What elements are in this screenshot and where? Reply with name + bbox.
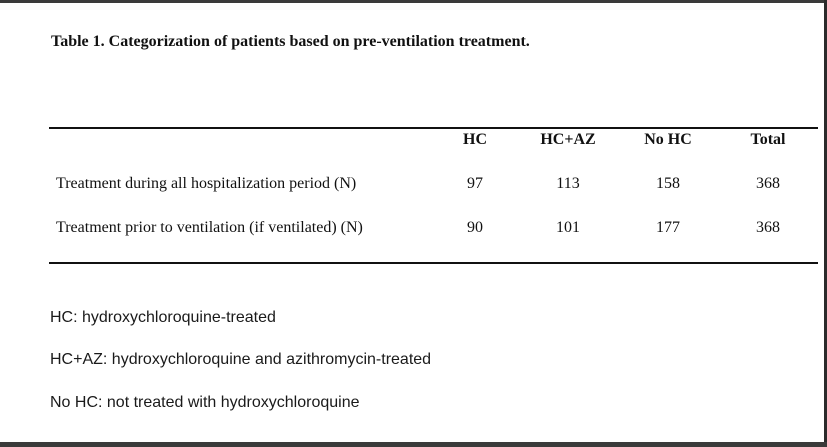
footnote-hc: HC: hydroxychloroquine-treated xyxy=(50,309,276,326)
table-cell: 158 xyxy=(656,175,680,192)
footnote-hc-az: HC+AZ: hydroxychloroquine and azithromycin-treated xyxy=(50,351,432,368)
table-bottom-rule xyxy=(49,262,818,264)
table-title: Table 1. Categorization of patients based on pre-ventilation treatment. xyxy=(51,33,530,50)
table-top-rule xyxy=(49,127,818,129)
table-cell: 368 xyxy=(756,175,780,192)
table-cell: 113 xyxy=(556,175,580,192)
row-label-prior-ventilation: Treatment prior to ventilation (if ventilated) (N) xyxy=(56,219,363,236)
column-header-hc: HC xyxy=(463,131,487,148)
row-label-hospitalization: Treatment during all hospitalization period (N) xyxy=(56,175,357,192)
footnote-no-hc: No HC: not treated with hydroxychloroquine xyxy=(50,394,360,411)
table-cell: 97 xyxy=(467,175,483,192)
column-header-total: Total xyxy=(750,131,786,148)
column-header-no-hc: No HC xyxy=(644,131,692,148)
table-cell: 101 xyxy=(556,219,580,236)
bottom-border xyxy=(0,442,827,447)
table-cell: 177 xyxy=(656,219,680,236)
table-cell: 368 xyxy=(756,219,780,236)
table-cell: 90 xyxy=(467,219,483,236)
top-border xyxy=(0,0,827,3)
column-header-hc-az: HC+AZ xyxy=(540,131,596,148)
